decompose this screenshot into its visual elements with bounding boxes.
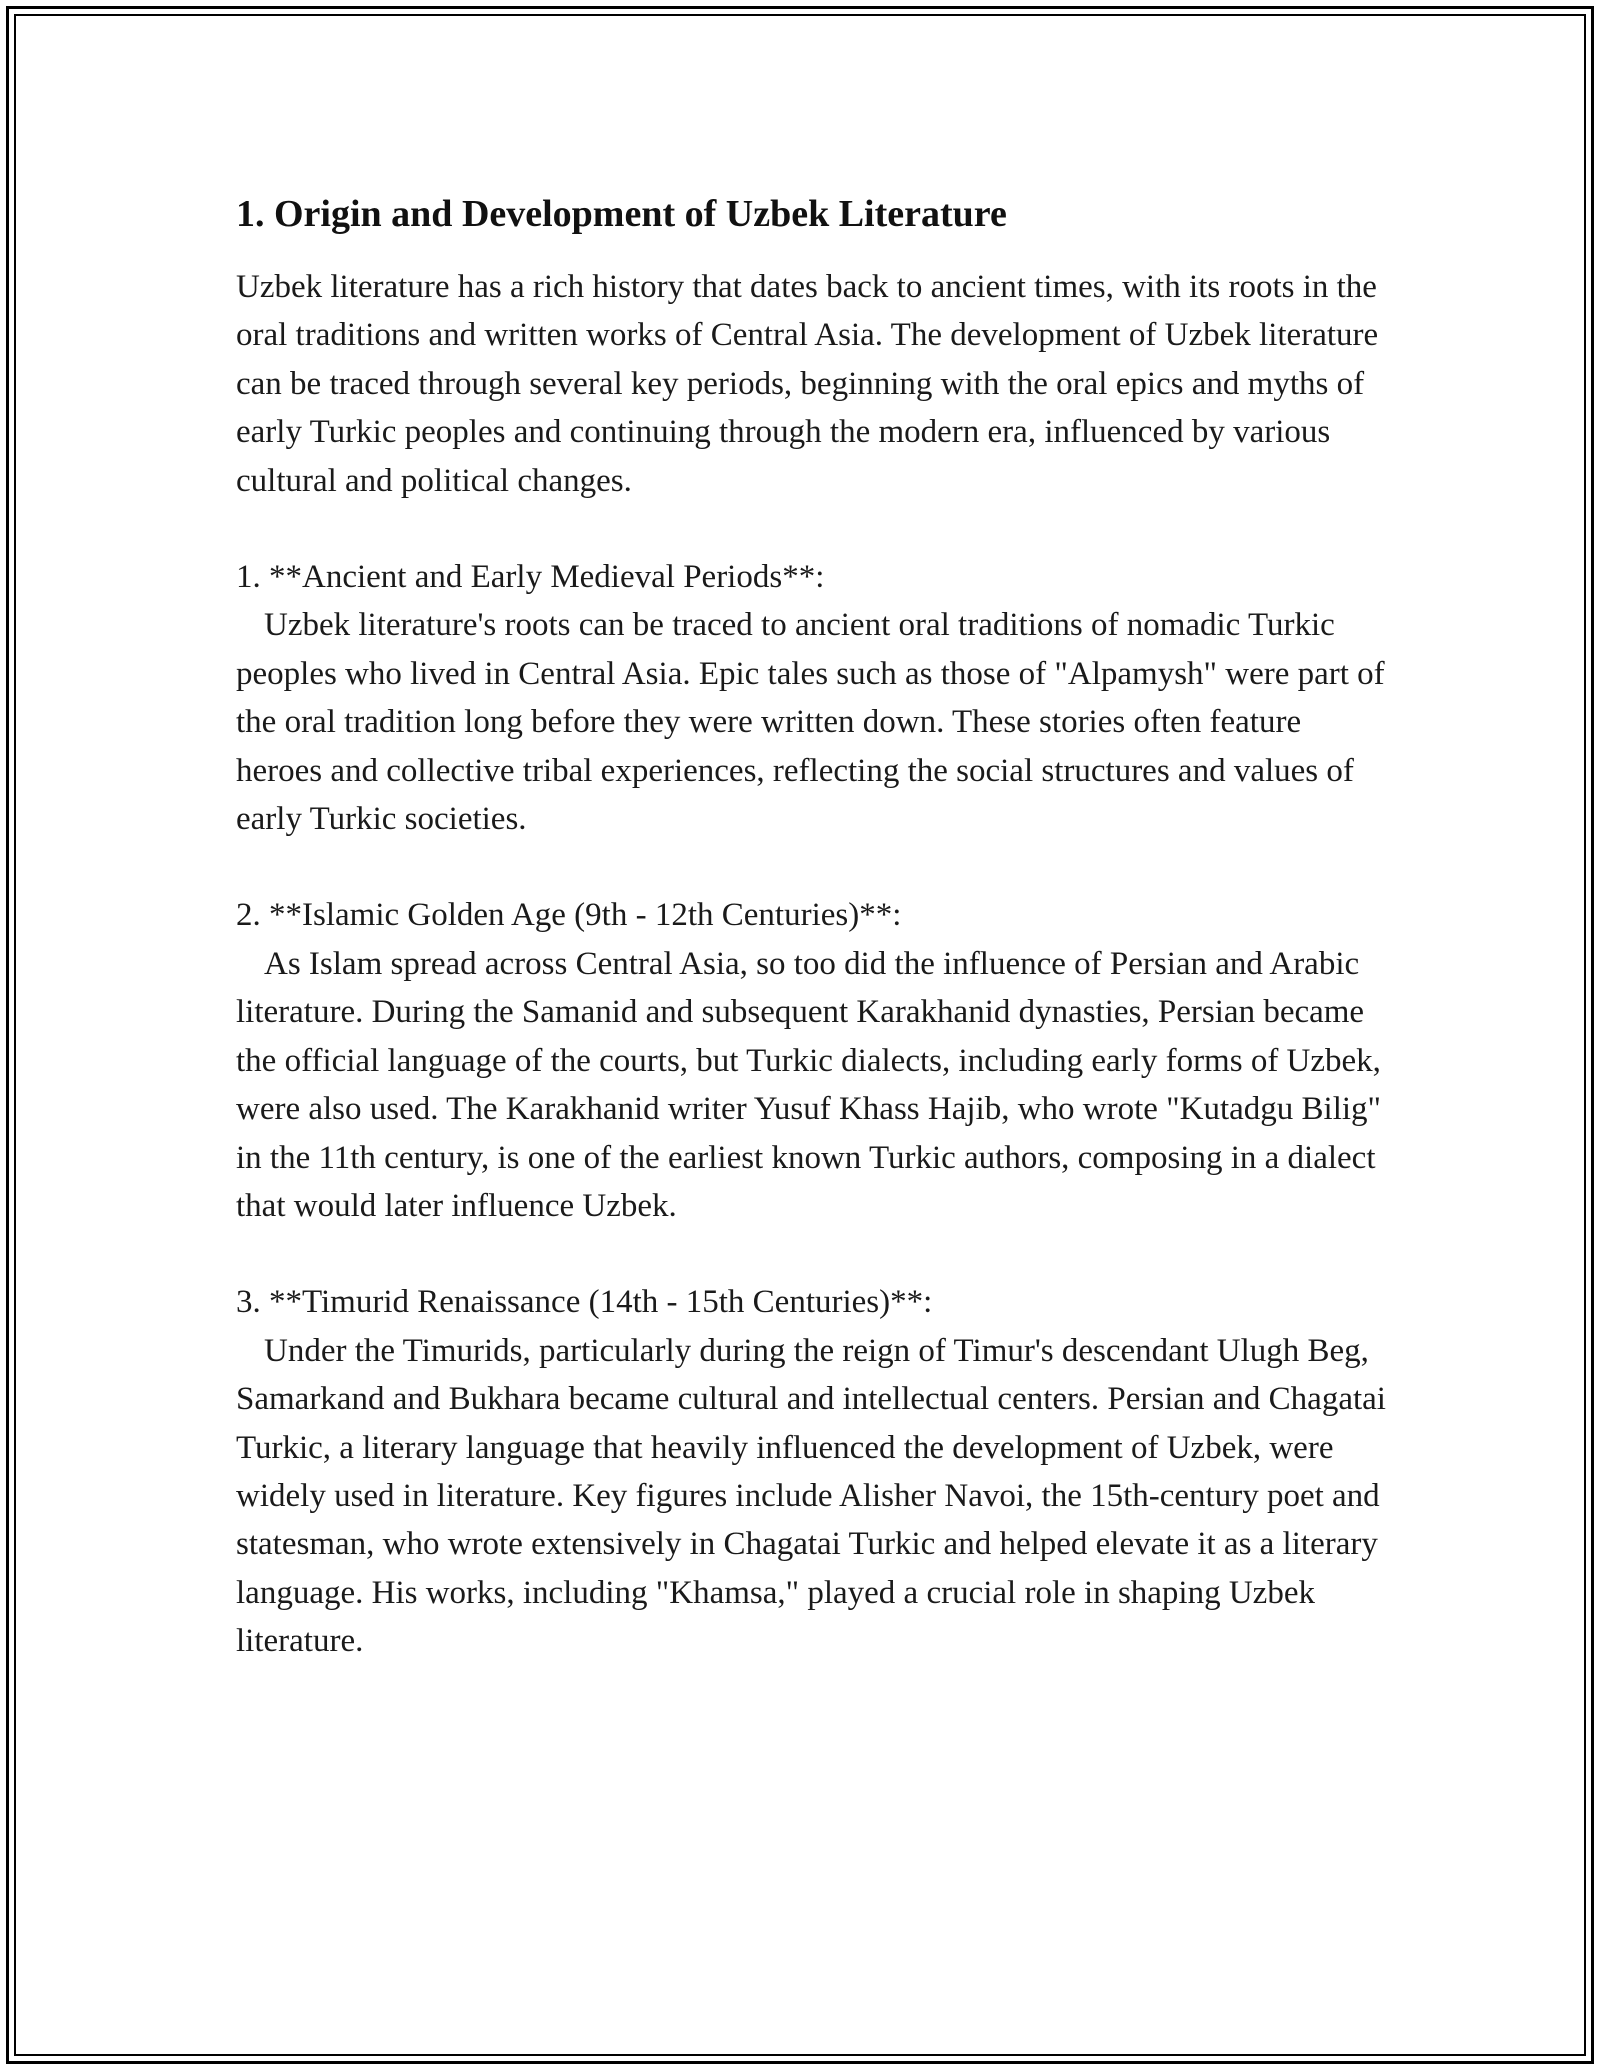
section-body-text: As Islam spread across Central Asia, so too did the influence of Persian and Arabic literature. During the Samanid and subsequent Karakhanid dynasties, Persian became the official language of the courts, but Turkic dialects, including early forms of Uzbek, were also used. The Karakhanid writer Yusuf Khass Hajib, who wrote "Kutadgu Bilig" in the 11th century, is one of the earliest known Turkic authors, composing in a dialect that would later influence Uzbek. [236,945,1382,1224]
section-body [236,601,1386,843]
section-body [236,940,1386,1230]
section-islamic-golden-age [236,891,1386,1230]
section-heading: 3. **Timurid Renaissance (14th - 15th Centuries)**: [236,1284,933,1321]
section-body [236,1327,1386,1666]
intro-paragraph: Uzbek literature has a rich history that dates back to ancient times, with its roots in the oral traditions and written works of Central Asia. The development of Uzbek literature can be traced through several key periods, beginning with the oral epics and myths of early Turkic peoples and continuing through the modern era, influenced by various cultural and political changes. [236,269,1387,499]
document-content [236,188,1386,1714]
section-heading: 2. **Islamic Golden Age (9th - 12th Centuries)**: [236,897,902,934]
section-timurid-renaissance [236,1278,1386,1665]
section-ancient-medieval [236,553,1386,843]
section-body-text: Under the Timurids, particularly during the reign of Timur's descendant Ulugh Beg, Samarkand and Bukhara became cultural and intellectual centers. Persian and Chagatai Turkic, a literary language that heavily influenced the development of Uzbek, were widely used in literature. Key figures include Alisher Navoi, the 15th-century poet and statesman, who wrote extensively in Chagatai Turkic and helped elevate it as a literary language. His works, including "Khamsa," played a crucial role in shaping Uzbek literature. [236,1332,1386,1660]
document-title: 1. Origin and Development of Uzbek Literature [236,193,1007,235]
section-body-text: Uzbek literature's roots can be traced to ancient oral traditions of nomadic Turkic peoples who lived in Central Asia. Epic tales such as those of "Alpamysh" were part of the oral tradition long before they were written down. These stories often feature heroes and collective tribal experiences, reflecting the social structures and values of early Turkic societies. [236,607,1385,838]
section-heading: 1. **Ancient and Early Medieval Periods**: [236,559,825,596]
